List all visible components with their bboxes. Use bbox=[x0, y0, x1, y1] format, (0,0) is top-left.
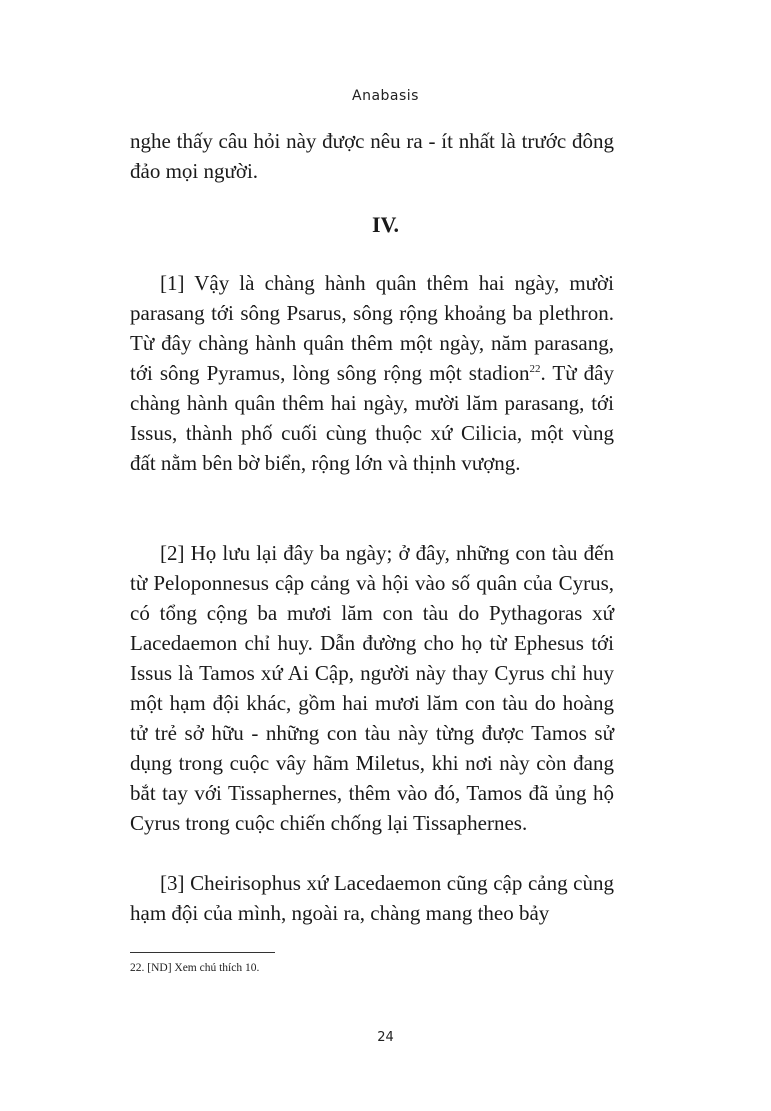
running-header: Anabasis bbox=[352, 88, 419, 104]
page-number: 24 bbox=[377, 1030, 394, 1045]
continuation-paragraph: nghe thấy câu hỏi này được nêu ra - ít nhất là trước đông đảo mọi người. bbox=[130, 129, 614, 183]
chapter-heading: IV. bbox=[371, 212, 400, 237]
footnote-divider bbox=[130, 952, 275, 953]
paragraph-2: [2] Họ lưu lại đây ba ngày; ở đây, những con tàu đến từ Peloponnesus cập cảng và hội vào số quân của Cyrus, có tổng cộng ba mươi lăm con tàu do Pythagoras xứ Lacedaemon chỉ huy. Dẫn đường cho họ từ Ephesus tới Issus là Tamos xứ Ai Cập, người này thay Cyrus chỉ huy một hạm đội khác, gồm hai mươi lăm con tàu do hoàng tử trẻ sở hữu - những con tàu này từng được Tamos sử dụng trong cuộc vây hãm Miletus, khi nơi này còn đang bắt tay với Tissaphernes, thêm vào đó, Tamos đã ủng hộ Cyrus trong cuộc chiến chống lại Tissaphernes. bbox=[130, 541, 614, 835]
footnote: 22. [ND] Xem chú thích 10. bbox=[130, 962, 260, 974]
paragraph-1-text-start: [1] Vậy là chàng hành quân thêm hai ngày, mười parasang tới sông Psarus, sông rộng khoảng ba plethron. Từ đây chàng hành quân thêm một ngày, năm parasang, tới sông Pyramus, lòng sông rộng một stadion bbox=[130, 271, 614, 385]
paragraph-1-text-end: . Từ đây chàng hành quân thêm hai ngày, mười lăm parasang, tới Issus, thành phố cuối cùng thuộc xứ Cilicia, một vùng đất nằm bên bờ biển, rộng lớn và thịnh vượng. bbox=[130, 361, 614, 475]
footnote-reference: 22 bbox=[529, 363, 541, 375]
paragraph-3: [3] Cheirisophus xứ Lacedaemon cũng cập cảng cùng hạm đội của mình, ngoài ra, chàng mang theo bảy bbox=[130, 871, 614, 925]
paragraph-1 bbox=[130, 268, 614, 478]
